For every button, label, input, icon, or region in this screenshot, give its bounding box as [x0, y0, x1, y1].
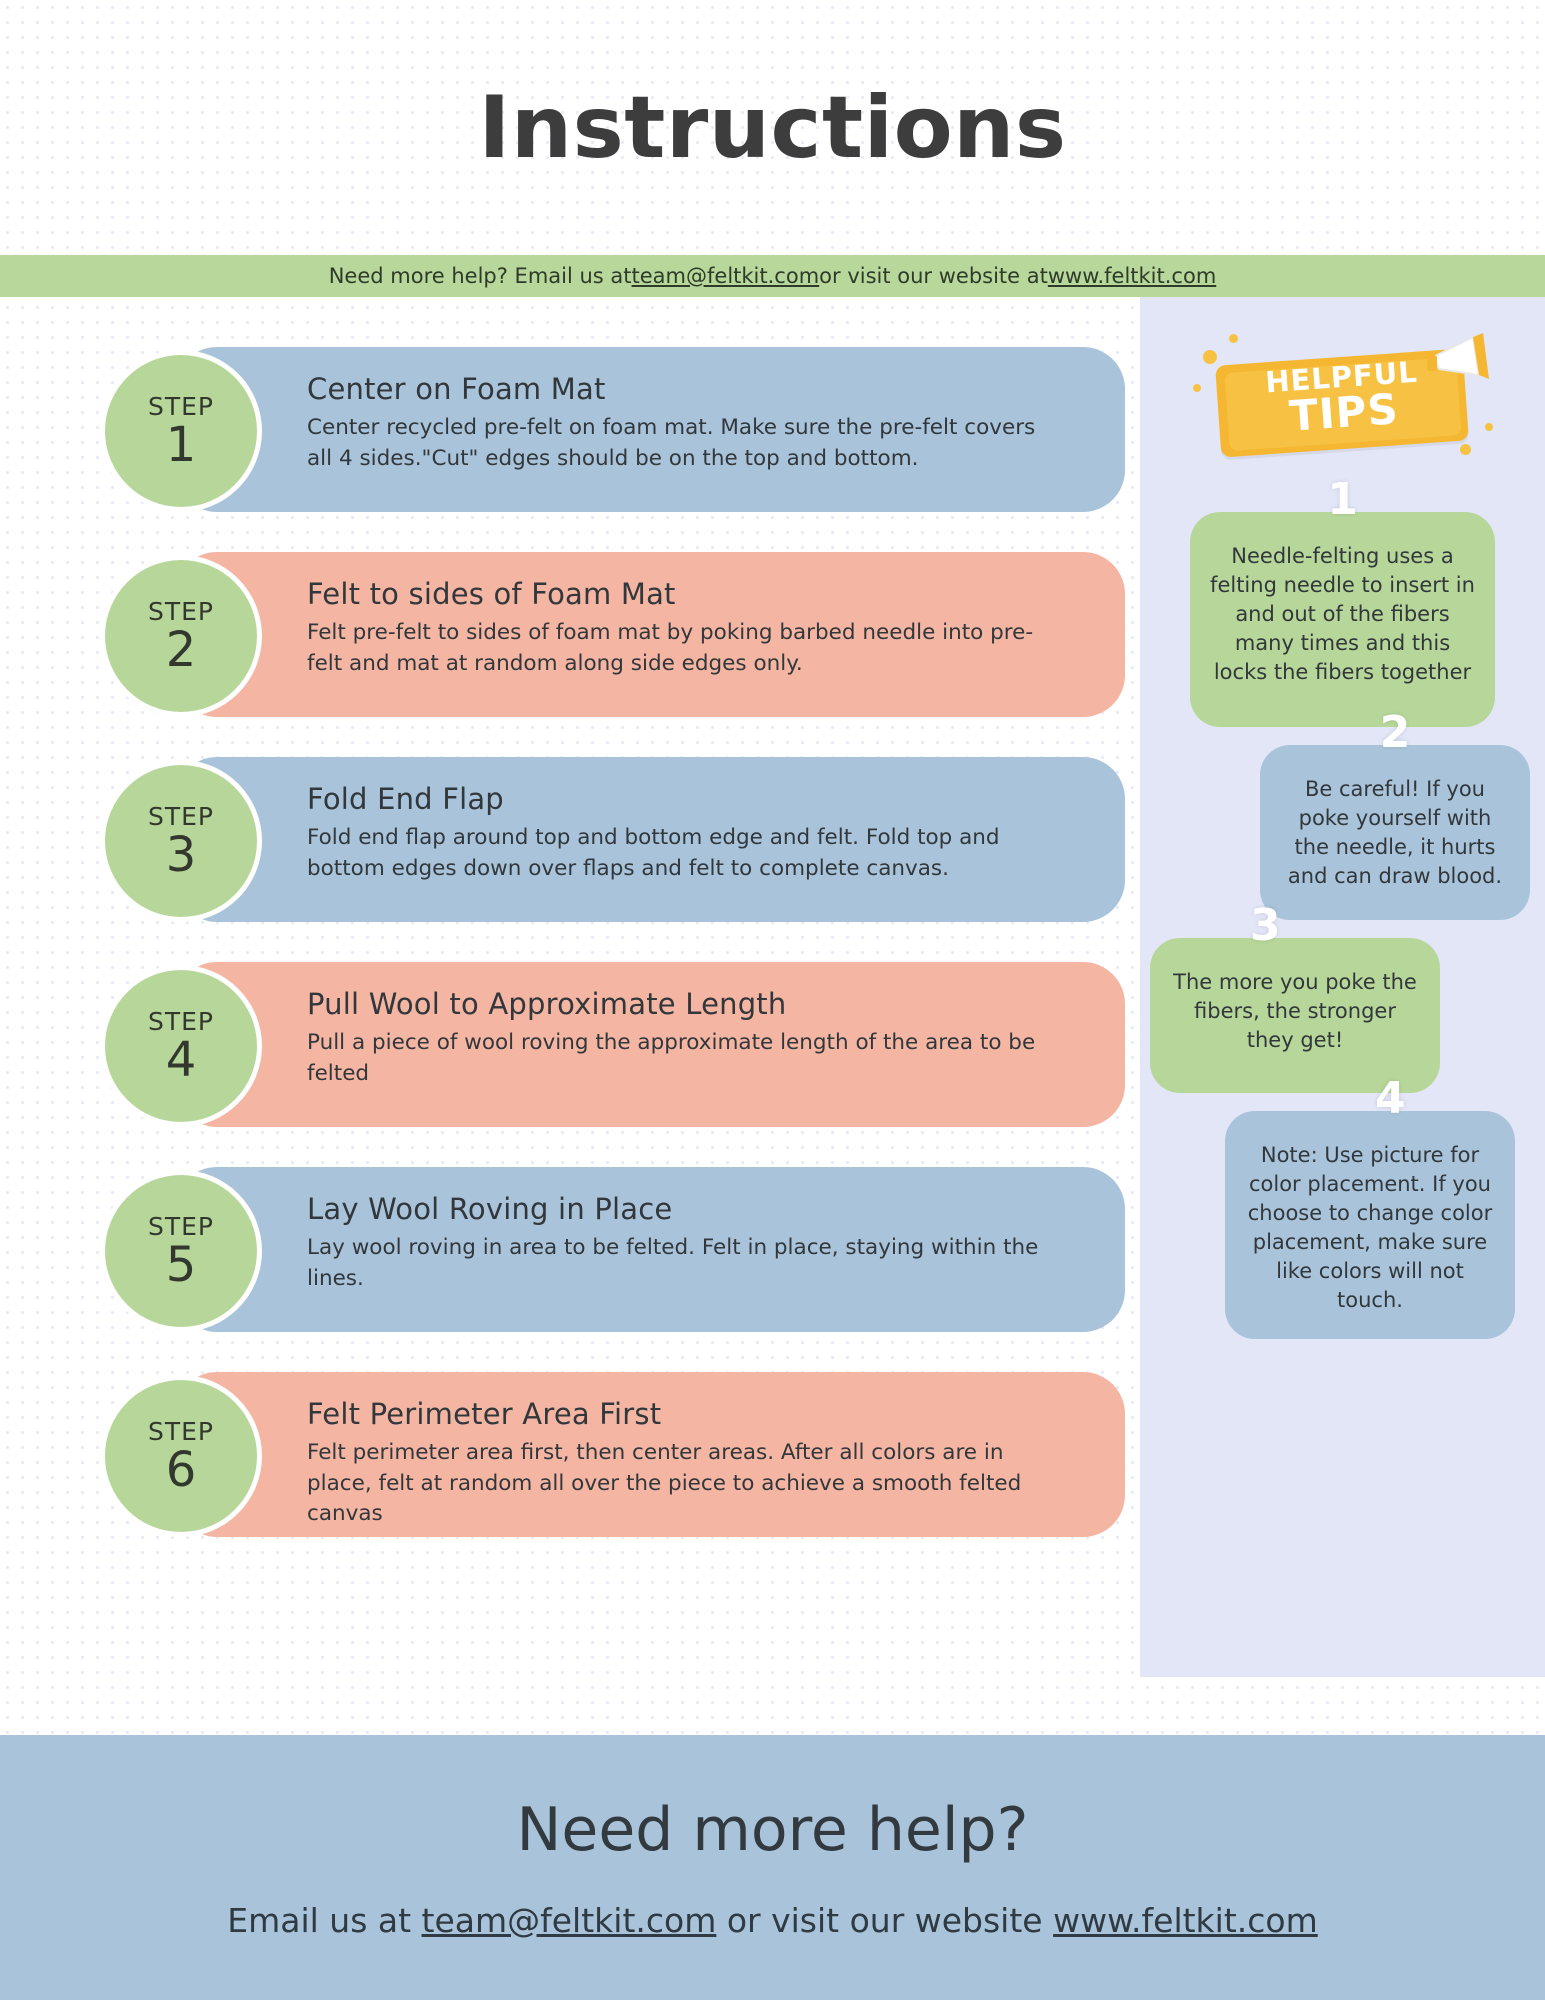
step-row: [55, 347, 1140, 519]
contact-bar: [0, 255, 1545, 297]
confetti-dot-icon: [1460, 444, 1471, 455]
contact-bar-prefix: Need more help? Email us at: [328, 264, 632, 288]
step-text-2: Felt pre-felt to sides of foam mat by poking barbed needle into pre-felt and mat at random along side edges only.: [307, 620, 1034, 676]
tips-banner: [1193, 332, 1493, 457]
step-badge-2: [105, 560, 257, 712]
title-area: [0, 0, 1545, 255]
step-text-1: Center recycled pre-felt on foam mat. Make sure the pre-felt covers all 4 sides."Cut" edges should be on the top and bottom.: [307, 415, 1036, 471]
contact-bar-email-link[interactable]: team@feltkit.com: [631, 264, 820, 288]
step-heading-2: Felt to sides of Foam Mat: [307, 577, 676, 611]
step-badge-word-1: STEP: [147, 391, 214, 421]
step-badge-number-2: 2: [165, 621, 197, 678]
tip-text-3: The more you poke the fibers, the stronger they get!: [1173, 970, 1417, 1052]
step-badge-number-3: 3: [165, 826, 197, 883]
step-heading-3: Fold End Flap: [307, 782, 504, 816]
step-text-4: Pull a piece of wool roving the approximate length of the area to be felted: [307, 1030, 1036, 1086]
footer: [0, 1735, 1545, 2000]
step-heading-4: Pull Wool to Approximate Length: [307, 987, 787, 1021]
confetti-dot-icon: [1229, 334, 1238, 343]
tip-card-4: [1225, 1073, 1515, 1339]
footer-middle: or visit our website: [716, 1901, 1054, 1940]
tip-text-4: Note: Use picture for color placement. If you choose to change color placement, make sure like colors will not touch.: [1247, 1143, 1493, 1312]
footer-prefix: Email us at: [227, 1901, 422, 1940]
step-badge-number-6: 6: [165, 1441, 197, 1498]
step-badge-3: [105, 765, 257, 917]
step-heading-6: Felt Perimeter Area First: [307, 1397, 662, 1431]
step-content-5: [175, 1167, 1125, 1332]
step-heading-1: Center on Foam Mat: [307, 372, 606, 406]
tip-text-2: Be careful! If you poke yourself with the needle, it hurts and can draw blood.: [1287, 777, 1503, 888]
footer-email-link[interactable]: team@feltkit.com: [421, 1901, 717, 1940]
step-content-4: [175, 962, 1125, 1127]
tip-card-2: [1260, 707, 1530, 920]
step-badge-6: [105, 1380, 257, 1532]
step-text-3: Fold end flap around top and bottom edge and felt. Fold top and bottom edges down over flaps and felt to complete canvas.: [307, 825, 1000, 881]
step-badge-1: [105, 355, 257, 507]
tip-number-3: 3: [1250, 900, 1281, 951]
tip-number-2: 2: [1379, 707, 1411, 758]
step-text-6: Felt perimeter area first, then center areas. After all colors are in place, felt at random all over the piece to achieve a smooth felted canvas: [307, 1440, 1022, 1527]
step-badge-word-2: STEP: [147, 596, 214, 626]
confetti-dot-icon: [1193, 384, 1201, 392]
steps-column: [0, 297, 1140, 1577]
step-content-2: [175, 552, 1125, 717]
confetti-dot-icon: [1203, 350, 1217, 364]
footer-website-link[interactable]: www.feltkit.com: [1053, 1901, 1318, 1940]
step-content-3: [175, 757, 1125, 922]
tip-card-1: [1190, 474, 1495, 727]
tips-banner-line1: HELPFUL: [1263, 354, 1419, 400]
step-badge-number-5: 5: [165, 1236, 197, 1293]
contact-bar-middle: or visit our website at: [819, 264, 1048, 288]
step-badge-4: [105, 970, 257, 1122]
step-text-5: Lay wool roving in area to be felted. Felt in place, staying within the lines.: [307, 1235, 1039, 1291]
step-row: [55, 1167, 1140, 1339]
footer-heading: Need more help?: [516, 1795, 1029, 1865]
step-badge-number-4: 4: [165, 1031, 197, 1088]
tip-card-3: [1150, 900, 1440, 1093]
step-row: [55, 757, 1140, 929]
step-badge-number-1: 1: [165, 416, 197, 473]
page-title: Instructions: [478, 77, 1067, 178]
tips-column: [1140, 297, 1545, 1677]
footer-contact-line: [227, 1901, 1318, 1940]
step-row: [55, 1372, 1140, 1544]
step-badge-word-3: STEP: [147, 801, 214, 831]
tips-banner-line2: TIPS: [1287, 384, 1400, 442]
contact-bar-website-link[interactable]: www.feltkit.com: [1047, 264, 1217, 288]
confetti-dot-icon: [1485, 423, 1493, 431]
step-heading-5: Lay Wool Roving in Place: [307, 1192, 673, 1226]
step-badge-5: [105, 1175, 257, 1327]
tip-number-1: 1: [1327, 474, 1358, 525]
step-badge-word-6: STEP: [147, 1416, 214, 1446]
step-row: [55, 552, 1140, 724]
step-row: [55, 962, 1140, 1134]
step-badge-word-5: STEP: [147, 1211, 214, 1241]
step-content-1: [175, 347, 1125, 512]
step-content-6: [175, 1372, 1125, 1537]
step-badge-word-4: STEP: [147, 1006, 214, 1036]
main-body: [0, 297, 1545, 1677]
tip-number-4: 4: [1375, 1073, 1406, 1124]
megaphone-icon: [1421, 327, 1501, 392]
tip-text-1: Needle-felting uses a felting needle to insert in and out of the fibers many times and this locks the fibers together: [1210, 544, 1475, 684]
